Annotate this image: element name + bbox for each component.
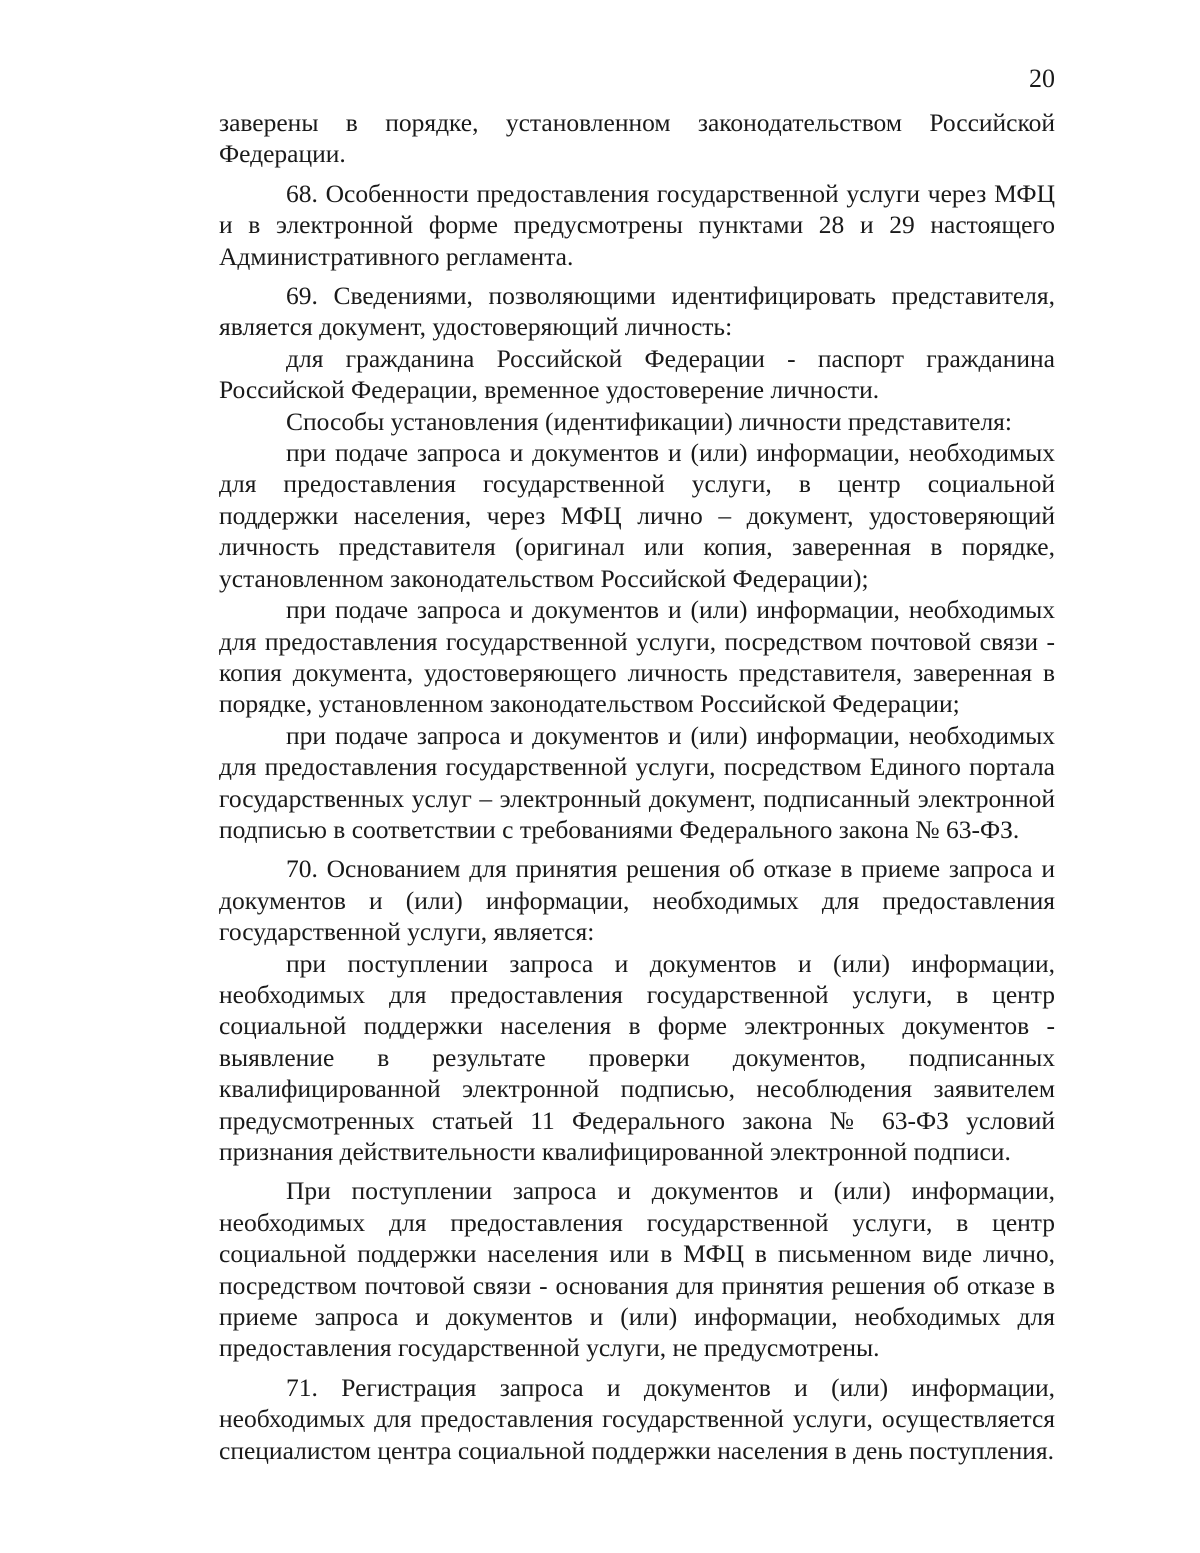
paragraph-69-unified-portal: при подаче запроса и документов и (или) информации, необходимых для предоставления государственной услуги, посредством Единого портала государственных услуг – электронный документ, подписанный электронной подписью в соответствии с требованиями Федерального закона № 63-ФЗ. — [219, 720, 1055, 844]
paragraph-70: 70. Основанием для принятия решения об отказе в приеме запроса и документов и (или) информации, необходимых для предоставления государственной услуги, является: — [219, 854, 1055, 947]
paragraph-70-written: При поступлении запроса и документов и (или) информации, необходимых для предоставления государственной услуги, в центр социальной поддержки населения или в МФЦ в письменном виде лично, посредством почтовой связи - основания для принятия решения об отказе в приеме запроса и документов и (или) информации, необходимых для предоставления государственной услуги, не предусмотрены. — [219, 1176, 1055, 1363]
paragraph-71: 71. Регистрация запроса и документов и (или) информации, необходимых для предоставления государственной услуги, осуществляется специалистом центра социальной поддержки населения в день поступления. — [219, 1372, 1055, 1465]
paragraph-69: 69. Сведениями, позволяющими идентифицировать представителя, является документ, удостоверяющий личность: — [219, 281, 1055, 342]
document-body — [219, 107, 1055, 1466]
paragraph-69-citizen-document: для гражданина Российской Федерации - паспорт гражданина Российской Федерации, временное удостоверение личности. — [219, 343, 1055, 405]
paragraph-continuation: заверены в порядке, установленном законодательством Российской Федерации. — [219, 108, 1055, 169]
paragraph-69-by-post: при подаче запроса и документов и (или) информации, необходимых для предоставления государственной услуги, посредством почтовой связи - копия документа, удостоверяющего личность представителя, заверенная в порядке, установленном законодательством Российской Федерации; — [219, 595, 1055, 719]
paragraph-69-identification-methods: Способы установления (идентификации) личности представителя: — [286, 406, 1012, 436]
paragraph-69-in-person: при подаче запроса и документов и (или) информации, необходимых для предоставления государственной услуги, в центр социальной поддержки населения, через МФЦ лично – документ, удостоверяющий личность представителя (оригинал или копия, заверенная в порядке, установленном законодательством Российской Федерации); — [219, 438, 1055, 593]
paragraph-68: 68. Особенности предоставления государственной услуги через МФЦ и в электронной форме предусмотрены пунктами 28 и 29 настоящего Административного регламента. — [219, 178, 1055, 271]
page-number: 20 — [1029, 64, 1055, 93]
paragraph-70-electronic: при поступлении запроса и документов и (или) информации, необходимых для предоставления государственной услуги, в центр социальной поддержки населения в форме электронных документов - выявление в результате проверки документов, подписанных квалифицированной электронной подписью, несоблюдения заявителем предусмотренных статьей 11 Федерального закона № 63-ФЗ условий признания действительности квалифицированной электронной подписи. — [219, 948, 1055, 1166]
